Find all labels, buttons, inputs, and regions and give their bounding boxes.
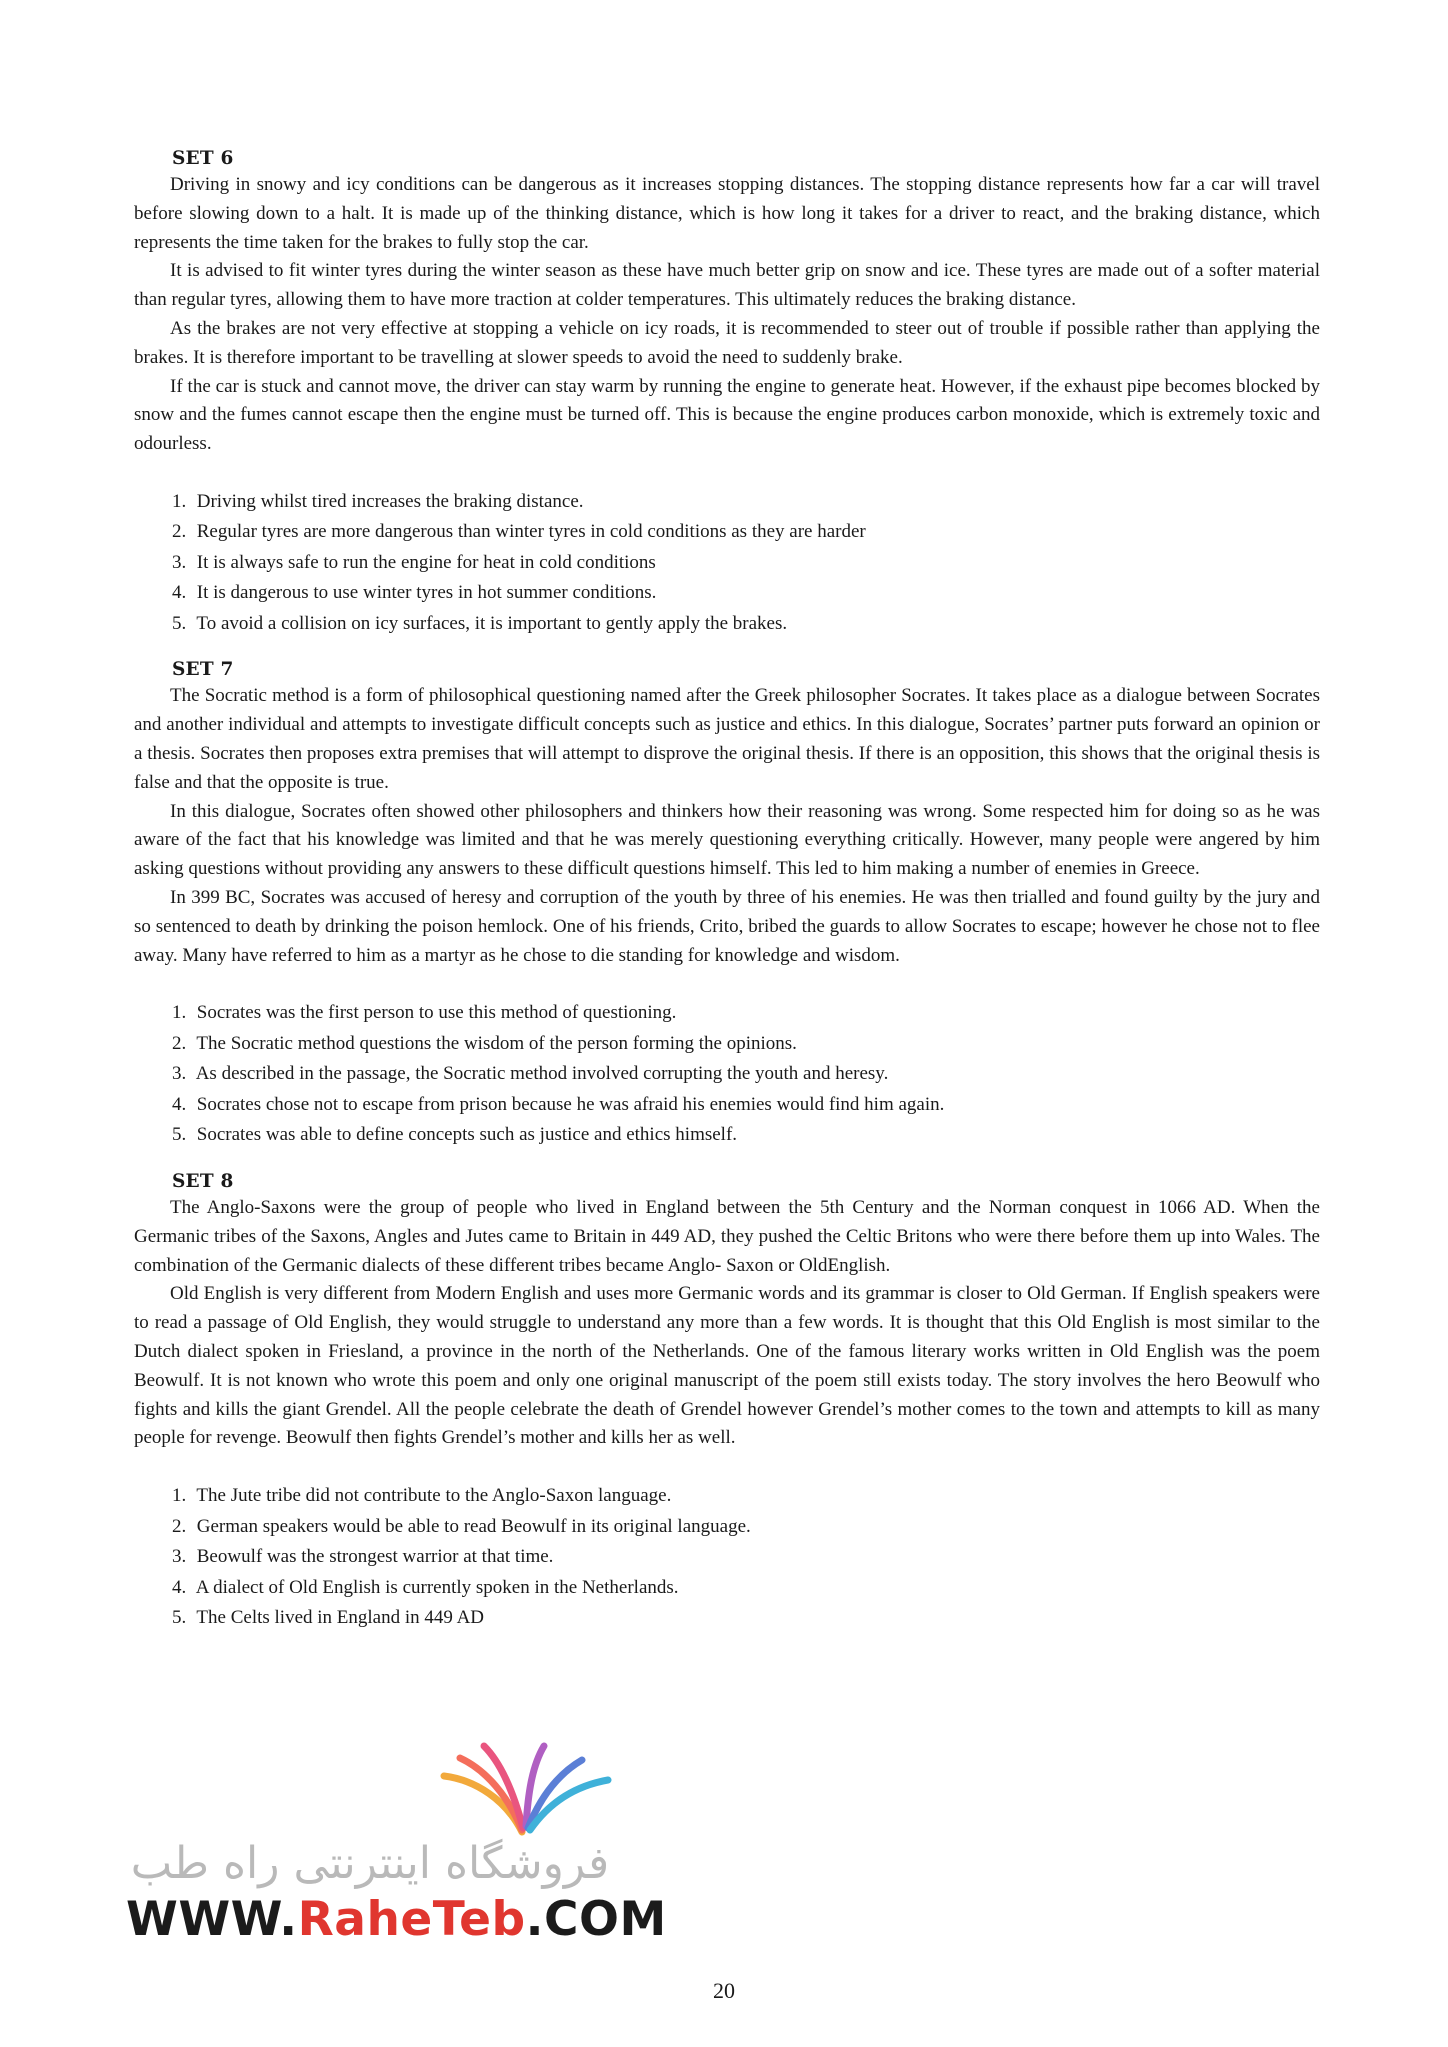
question-number: 4. bbox=[172, 1093, 187, 1115]
set-7 bbox=[134, 659, 1320, 1150]
question-item bbox=[134, 1059, 1320, 1090]
watermark-url bbox=[126, 1892, 667, 1947]
question-number: 2. bbox=[172, 1032, 187, 1054]
paragraph: The Socratic method is a form of philosophical questioning named after the Greek philosopher Socrates. It takes place as a dialogue between Socrates and another individual and attempts to investigate difficult concepts such as justice and ethics. In this dialogue, Socrates’ partner puts forward an opinion or a thesis. Socrates then proposes extra premises that will attempt to disprove the original thesis. If there is an opposition, this shows that the original thesis is false and that the opposite is true. bbox=[134, 685, 1320, 793]
question-text: It is dangerous to use winter tyres in hot summer conditions. bbox=[196, 582, 657, 604]
question-text: It is always safe to run the engine for heat in cold conditions bbox=[196, 551, 656, 573]
question-item bbox=[134, 487, 1320, 518]
question-list bbox=[134, 1481, 1320, 1634]
question-item bbox=[134, 1481, 1320, 1512]
question-number: 5. bbox=[172, 612, 187, 634]
paragraph: The Anglo-Saxons were the group of people who lived in England between the 5th Century and the Norman conquest in 1066 AD. When the Germanic tribes of the Saxons, Angles and Jutes came to Britain in 449 AD, they pushed the Celtic Britons who were there before them up into Wales. The combination of the Germanic dialects of these different tribes became Anglo- Saxon or OldEnglish. bbox=[134, 1196, 1320, 1276]
question-text: The Socratic method questions the wisdom of the person forming the opinions. bbox=[196, 1032, 797, 1054]
question-text: Socrates was the first person to use this method of questioning. bbox=[196, 1002, 677, 1024]
question-number: 3. bbox=[172, 551, 187, 573]
set-8 bbox=[134, 1171, 1320, 1634]
paragraph: As the brakes are not very effective at stopping a vehicle on icy roads, it is recommended to steer out of trouble if possible rather than applying the brakes. It is therefore important to be travelling at slower speeds to avoid the need to suddenly brake. bbox=[134, 317, 1320, 368]
question-item bbox=[134, 548, 1320, 579]
page-content bbox=[134, 148, 1320, 1654]
question-text: Driving whilst tired increases the braking distance. bbox=[196, 490, 584, 512]
set-6 bbox=[134, 148, 1320, 639]
question-number: 2. bbox=[172, 521, 187, 543]
paragraph: If the car is stuck and cannot move, the driver can stay warm by running the engine to generate heat. However, if the exhaust pipe becomes blocked by snow and the fumes cannot escape then the engine must be turned off. This is because the engine produces carbon monoxide, which is extremely toxic and odourless. bbox=[134, 375, 1320, 455]
question-list bbox=[134, 998, 1320, 1151]
question-number: 4. bbox=[172, 1576, 187, 1598]
question-item bbox=[134, 1512, 1320, 1543]
question-number: 3. bbox=[172, 1546, 187, 1568]
url-suffix: .COM bbox=[525, 1892, 667, 1947]
book-fan-icon bbox=[436, 1740, 616, 1840]
question-text: The Jute tribe did not contribute to the Anglo-Saxon language. bbox=[196, 1485, 672, 1507]
question-text: As described in the passage, the Socratic method involved corrupting the youth and heresy. bbox=[195, 1063, 889, 1085]
watermark-persian-text: فروشگاه اینترنتی راه طب bbox=[130, 1838, 610, 1889]
question-number: 5. bbox=[172, 1607, 187, 1629]
paragraph: In 399 BC, Socrates was accused of heresy and corruption of the youth by three of his enemies. He was then trialled and found guilty by the jury and so sentenced to death by drinking the poison hemlock. One of his friends, Crito, bribed the guards to allow Socrates to escape; however he chose not to flee away. Many have referred to him as a martyr as he chose to die standing for knowledge and wisdom. bbox=[134, 887, 1320, 966]
url-accent: RaheTeb bbox=[297, 1892, 526, 1947]
question-item bbox=[134, 578, 1320, 609]
question-item bbox=[134, 1542, 1320, 1573]
question-number: 5. bbox=[172, 1124, 187, 1146]
question-text: To avoid a collision on icy surfaces, it is important to gently apply the brakes. bbox=[196, 612, 788, 634]
question-text: A dialect of Old English is currently spoken in the Netherlands. bbox=[195, 1576, 679, 1598]
question-item bbox=[134, 1090, 1320, 1121]
paragraph: It is advised to fit winter tyres during the winter season as these have much better grip on snow and ice. These tyres are made out of a softer material than regular tyres, allowing them to have more traction at colder temperatures. This ultimately reduces the braking distance. bbox=[134, 260, 1320, 311]
set-heading: SET 8 bbox=[172, 1170, 234, 1192]
question-item bbox=[134, 998, 1320, 1029]
question-item bbox=[134, 609, 1320, 640]
question-number: 1. bbox=[172, 1002, 187, 1024]
question-item bbox=[134, 1120, 1320, 1151]
question-number: 4. bbox=[172, 582, 187, 604]
paragraph: Old English is very different from Modern English and uses more Germanic words and its grammar is closer to Old German. If English speakers were to read a passage of Old English, they would struggle to understand any more than a few words. It is thought that this Old English is most similar to the Dutch dialect spoken in Friesland, a province in the north of the Netherlands. One of the famous literary works written in Old English was the poem Beowulf. It is not known who wrote this poem and only one original manuscript of the poem still exists today. The story involves the hero Beowulf who fights and kills the giant Grendel. All the people celebrate the death of Grendel however Grendel’s mother comes to the town and attempts to kill as many people for revenge. Beowulf then fights Grendel’s mother and kills her as well. bbox=[134, 1283, 1320, 1449]
question-number: 3. bbox=[172, 1063, 187, 1085]
paragraph: Driving in snowy and icy conditions can be dangerous as it increases stopping distances. The stopping distance represents how far a car will travel before slowing down to a halt. It is made up of the thinking distance, which is how long it takes for a driver to react, and the braking distance, which represents the time taken for the brakes to fully stop the car. bbox=[134, 174, 1320, 253]
watermark-logo bbox=[124, 1740, 667, 1947]
question-text: Regular tyres are more dangerous than winter tyres in cold conditions as they are harder bbox=[196, 521, 866, 543]
url-prefix: WWW. bbox=[126, 1892, 298, 1947]
question-text: The Celts lived in England in 449 AD bbox=[196, 1607, 485, 1629]
set-heading: SET 6 bbox=[172, 148, 234, 169]
question-number: 1. bbox=[172, 1485, 187, 1507]
question-text: Beowulf was the strongest warrior at that time. bbox=[196, 1546, 554, 1568]
paragraph: In this dialogue, Socrates often showed other philosophers and thinkers how their reasoning was wrong. Some respected him for doing so as he was aware of the fact that his knowledge was limited and that he was merely questioning everything critically. However, many people were angered by him asking questions without providing any answers to these difficult questions himself. This led to him making a number of enemies in Greece. bbox=[134, 800, 1320, 880]
set-heading: SET 7 bbox=[172, 659, 234, 681]
question-item bbox=[134, 1029, 1320, 1060]
question-text: German speakers would be able to read Beowulf in its original language. bbox=[196, 1515, 751, 1537]
page-number: 20 bbox=[713, 1978, 735, 2003]
question-list bbox=[134, 487, 1320, 640]
question-item bbox=[134, 1603, 1320, 1634]
question-item bbox=[134, 1573, 1320, 1604]
question-number: 1. bbox=[172, 490, 187, 512]
question-item bbox=[134, 517, 1320, 548]
question-text: Socrates chose not to escape from prison because he was afraid his enemies would find him again. bbox=[196, 1093, 945, 1115]
question-text: Socrates was able to define concepts such as justice and ethics himself. bbox=[196, 1124, 738, 1146]
question-number: 2. bbox=[172, 1515, 187, 1537]
